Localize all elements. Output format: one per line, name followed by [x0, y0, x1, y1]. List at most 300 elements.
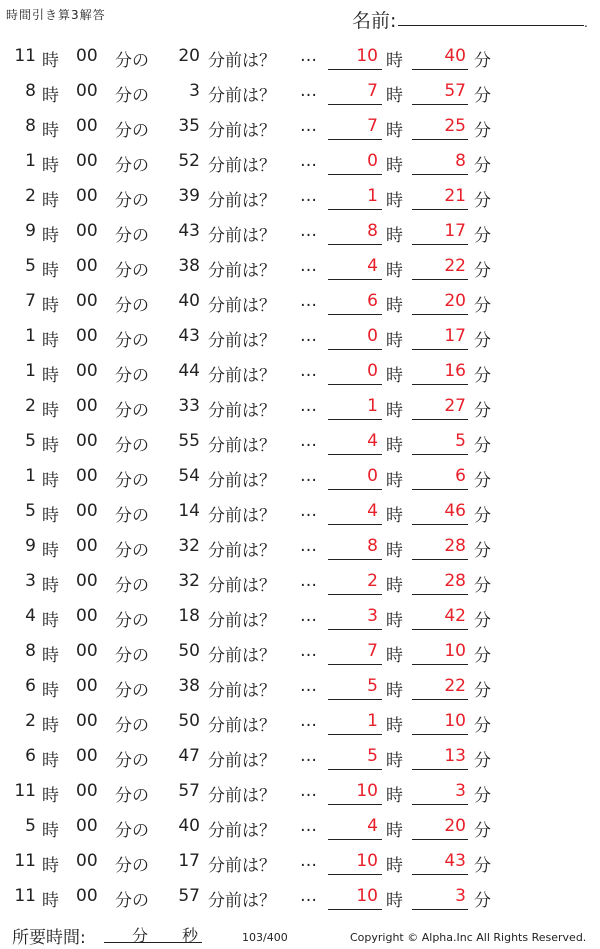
- start-minute: 00: [76, 361, 98, 381]
- answer-hour: 10: [356, 781, 378, 801]
- minute-of-label: 分の: [115, 226, 149, 246]
- start-minute: 00: [76, 536, 98, 556]
- answer-minute-unit-label: 分: [474, 891, 491, 911]
- answer-hour-unit-label: 時: [386, 436, 403, 456]
- answer-minute: 10: [444, 641, 466, 661]
- minutes-before-label: 分前は？: [208, 576, 276, 596]
- answer-minute: 3: [455, 886, 466, 906]
- minutes-before-label: 分前は？: [208, 51, 276, 71]
- answer-minute-line: [412, 69, 468, 70]
- answer-minute-unit-label: 分: [474, 226, 491, 246]
- answer-minute-unit-label: 分: [474, 156, 491, 176]
- answer-minute-unit-label: 分: [474, 331, 491, 351]
- minus-minutes: 44: [178, 361, 200, 381]
- start-minute: 00: [76, 816, 98, 836]
- answer-hour-line: [328, 874, 382, 875]
- hour-unit-label: 時: [42, 156, 59, 176]
- problem-row: [0, 738, 600, 773]
- hour-unit-label: 時: [42, 261, 59, 281]
- answer-hour: 5: [367, 746, 378, 766]
- answer-hour-unit-label: 時: [386, 856, 403, 876]
- minutes-before-label: 分前は？: [208, 121, 276, 141]
- answer-minute-line: [412, 419, 468, 420]
- minute-of-label: 分の: [115, 331, 149, 351]
- answer-minute-unit-label: 分: [474, 261, 491, 281]
- answer-minute-line: [412, 279, 468, 280]
- answer-minute-line: [412, 244, 468, 245]
- answer-hour-line: [328, 489, 382, 490]
- minutes-before-label: 分前は？: [208, 226, 276, 246]
- answer-hour-line: [328, 174, 382, 175]
- minute-of-label: 分の: [115, 541, 149, 561]
- minutes-before-label: 分前は？: [208, 156, 276, 176]
- minute-of-label: 分の: [115, 646, 149, 666]
- answer-minute-line: [412, 349, 468, 350]
- hour-unit-label: 時: [42, 401, 59, 421]
- start-minute: 00: [76, 606, 98, 626]
- minute-of-label: 分の: [115, 471, 149, 491]
- minute-of-label: 分の: [115, 121, 149, 141]
- answer-hour-line: [328, 664, 382, 665]
- time-minutes-label: 分: [132, 926, 149, 945]
- answer-hour-line: [328, 524, 382, 525]
- answer-hour: 4: [367, 256, 378, 276]
- hour-unit-label: 時: [42, 576, 59, 596]
- answer-hour-unit-label: 時: [386, 261, 403, 281]
- start-minute: 00: [76, 116, 98, 136]
- minute-of-label: 分の: [115, 716, 149, 736]
- answer-minute: 40: [444, 46, 466, 66]
- minus-minutes: 17: [178, 851, 200, 871]
- answer-minute-unit-label: 分: [474, 716, 491, 736]
- answer-hour-line: [328, 594, 382, 595]
- problem-row: [0, 633, 600, 668]
- start-minute: 00: [76, 676, 98, 696]
- problem-row: [0, 108, 600, 143]
- minute-of-label: 分の: [115, 891, 149, 911]
- minutes-before-label: 分前は？: [208, 506, 276, 526]
- start-hour: 5: [25, 256, 36, 276]
- start-hour: 5: [25, 431, 36, 451]
- answer-minute-unit-label: 分: [474, 786, 491, 806]
- hour-unit-label: 時: [42, 121, 59, 141]
- minutes-before-label: 分前は？: [208, 821, 276, 841]
- ellipsis: …: [300, 256, 317, 276]
- minus-minutes: 40: [178, 291, 200, 311]
- answer-hour: 8: [367, 221, 378, 241]
- answer-minute-unit-label: 分: [474, 646, 491, 666]
- answer-hour: 4: [367, 501, 378, 521]
- hour-unit-label: 時: [42, 716, 59, 736]
- minus-minutes: 50: [178, 711, 200, 731]
- answer-minute: 6: [455, 466, 466, 486]
- start-minute: 00: [76, 396, 98, 416]
- start-hour: 11: [14, 851, 36, 871]
- ellipsis: …: [300, 431, 317, 451]
- start-hour: 7: [25, 291, 36, 311]
- start-minute: 00: [76, 151, 98, 171]
- hour-unit-label: 時: [42, 331, 59, 351]
- problem-row: [0, 423, 600, 458]
- start-minute: 00: [76, 431, 98, 451]
- hour-unit-label: 時: [42, 821, 59, 841]
- minute-of-label: 分の: [115, 156, 149, 176]
- minutes-before-label: 分前は？: [208, 681, 276, 701]
- minute-of-label: 分の: [115, 51, 149, 71]
- minus-minutes: 32: [178, 536, 200, 556]
- answer-hour-unit-label: 時: [386, 576, 403, 596]
- start-hour: 6: [25, 676, 36, 696]
- answer-hour-line: [328, 209, 382, 210]
- start-hour: 9: [25, 536, 36, 556]
- problem-row: [0, 598, 600, 633]
- minutes-before-label: 分前は？: [208, 401, 276, 421]
- start-minute: 00: [76, 501, 98, 521]
- answer-minute-unit-label: 分: [474, 366, 491, 386]
- answer-minute-line: [412, 384, 468, 385]
- answer-hour-line: [328, 279, 382, 280]
- answer-minute-line: [412, 734, 468, 735]
- answer-hour-unit-label: 時: [386, 646, 403, 666]
- answer-hour-unit-label: 時: [386, 51, 403, 71]
- answer-minute-unit-label: 分: [474, 86, 491, 106]
- answer-hour-line: [328, 69, 382, 70]
- start-minute: 00: [76, 781, 98, 801]
- ellipsis: …: [300, 711, 317, 731]
- problem-row: [0, 493, 600, 528]
- answer-hour-line: [328, 699, 382, 700]
- minus-minutes: 54: [178, 466, 200, 486]
- answer-minute-line: [412, 314, 468, 315]
- problem-row: [0, 248, 600, 283]
- answer-minute-line: [412, 594, 468, 595]
- start-hour: 1: [25, 326, 36, 346]
- start-hour: 9: [25, 221, 36, 241]
- start-minute: 00: [76, 326, 98, 346]
- problem-row: [0, 73, 600, 108]
- answer-minute-line: [412, 559, 468, 560]
- answer-hour-unit-label: 時: [386, 296, 403, 316]
- minus-minutes: 20: [178, 46, 200, 66]
- start-minute: 00: [76, 851, 98, 871]
- minute-of-label: 分の: [115, 436, 149, 456]
- ellipsis: …: [300, 746, 317, 766]
- answer-hour-line: [328, 104, 382, 105]
- answer-minute-line: [412, 664, 468, 665]
- answer-hour: 1: [367, 396, 378, 416]
- minus-minutes: 47: [178, 746, 200, 766]
- answer-minute: 28: [444, 571, 466, 591]
- time-seconds-label: 秒: [182, 926, 199, 945]
- answer-minute: 42: [444, 606, 466, 626]
- answer-minute-unit-label: 分: [474, 506, 491, 526]
- answer-minute-line: [412, 489, 468, 490]
- hour-unit-label: 時: [42, 681, 59, 701]
- ellipsis: …: [300, 536, 317, 556]
- answer-minute: 28: [444, 536, 466, 556]
- answer-hour-unit-label: 時: [386, 331, 403, 351]
- answer-minute-unit-label: 分: [474, 191, 491, 211]
- answer-minute-unit-label: 分: [474, 611, 491, 631]
- problem-row: [0, 283, 600, 318]
- answer-minute-unit-label: 分: [474, 471, 491, 491]
- hour-unit-label: 時: [42, 506, 59, 526]
- name-end-dot: .: [584, 16, 588, 30]
- start-minute: 00: [76, 291, 98, 311]
- answer-hour: 4: [367, 431, 378, 451]
- ellipsis: …: [300, 501, 317, 521]
- hour-unit-label: 時: [42, 856, 59, 876]
- ellipsis: …: [300, 886, 317, 906]
- problem-row: [0, 458, 600, 493]
- answer-hour-line: [328, 839, 382, 840]
- problem-row: [0, 528, 600, 563]
- ellipsis: …: [300, 781, 317, 801]
- answer-hour: 1: [367, 711, 378, 731]
- start-minute: 00: [76, 46, 98, 66]
- answer-minute: 20: [444, 291, 466, 311]
- minus-minutes: 32: [178, 571, 200, 591]
- answer-minute-unit-label: 分: [474, 51, 491, 71]
- minute-of-label: 分の: [115, 191, 149, 211]
- name-input-line: [398, 25, 584, 26]
- minus-minutes: 35: [178, 116, 200, 136]
- answer-minute-unit-label: 分: [474, 541, 491, 561]
- minutes-before-label: 分前は？: [208, 261, 276, 281]
- answer-minute-line: [412, 629, 468, 630]
- answer-minute: 25: [444, 116, 466, 136]
- answer-minute-line: [412, 699, 468, 700]
- ellipsis: …: [300, 326, 317, 346]
- minute-of-label: 分の: [115, 821, 149, 841]
- answer-hour-unit-label: 時: [386, 191, 403, 211]
- minus-minutes: 52: [178, 151, 200, 171]
- answer-hour-line: [328, 419, 382, 420]
- hour-unit-label: 時: [42, 646, 59, 666]
- answer-minute-unit-label: 分: [474, 576, 491, 596]
- answer-minute: 21: [444, 186, 466, 206]
- hour-unit-label: 時: [42, 891, 59, 911]
- minus-minutes: 57: [178, 886, 200, 906]
- minus-minutes: 43: [178, 326, 200, 346]
- minutes-before-label: 分前は？: [208, 331, 276, 351]
- answer-hour-unit-label: 時: [386, 86, 403, 106]
- minutes-before-label: 分前は？: [208, 191, 276, 211]
- answer-hour-unit-label: 時: [386, 751, 403, 771]
- ellipsis: …: [300, 291, 317, 311]
- start-hour: 4: [25, 606, 36, 626]
- ellipsis: …: [300, 151, 317, 171]
- answer-minute-unit-label: 分: [474, 121, 491, 141]
- hour-unit-label: 時: [42, 471, 59, 491]
- problem-row: [0, 38, 600, 73]
- answer-hour-line: [328, 734, 382, 735]
- answer-minute-unit-label: 分: [474, 821, 491, 841]
- answer-hour-unit-label: 時: [386, 541, 403, 561]
- answer-hour: 7: [367, 81, 378, 101]
- minute-of-label: 分の: [115, 856, 149, 876]
- hour-unit-label: 時: [42, 611, 59, 631]
- problem-row: [0, 808, 600, 843]
- hour-unit-label: 時: [42, 366, 59, 386]
- answer-hour-unit-label: 時: [386, 506, 403, 526]
- problem-list: [0, 38, 600, 913]
- answer-hour-unit-label: 時: [386, 681, 403, 701]
- start-minute: 00: [76, 571, 98, 591]
- answer-hour-line: [328, 384, 382, 385]
- start-hour: 1: [25, 466, 36, 486]
- start-hour: 8: [25, 641, 36, 661]
- ellipsis: …: [300, 46, 317, 66]
- answer-hour: 0: [367, 151, 378, 171]
- problem-row: [0, 318, 600, 353]
- answer-hour-line: [328, 139, 382, 140]
- answer-hour: 8: [367, 536, 378, 556]
- answer-hour-unit-label: 時: [386, 821, 403, 841]
- problem-row: [0, 213, 600, 248]
- hour-unit-label: 時: [42, 191, 59, 211]
- name-label: 名前:: [352, 10, 397, 32]
- minus-minutes: 57: [178, 781, 200, 801]
- start-minute: 00: [76, 256, 98, 276]
- answer-minute-line: [412, 839, 468, 840]
- ellipsis: …: [300, 816, 317, 836]
- answer-hour-line: [328, 909, 382, 910]
- answer-hour-line: [328, 314, 382, 315]
- answer-hour-unit-label: 時: [386, 716, 403, 736]
- minus-minutes: 40: [178, 816, 200, 836]
- minutes-before-label: 分前は？: [208, 366, 276, 386]
- answer-minute-unit-label: 分: [474, 296, 491, 316]
- hour-unit-label: 時: [42, 541, 59, 561]
- answer-hour: 10: [356, 851, 378, 871]
- answer-minute-unit-label: 分: [474, 436, 491, 456]
- minutes-before-label: 分前は？: [208, 891, 276, 911]
- start-minute: 00: [76, 886, 98, 906]
- answer-hour: 5: [367, 676, 378, 696]
- hour-unit-label: 時: [42, 86, 59, 106]
- ellipsis: …: [300, 851, 317, 871]
- start-minute: 00: [76, 81, 98, 101]
- answer-hour-line: [328, 629, 382, 630]
- time-required-label: 所要時間:: [12, 928, 86, 948]
- answer-hour: 7: [367, 641, 378, 661]
- ellipsis: …: [300, 221, 317, 241]
- start-hour: 6: [25, 746, 36, 766]
- start-minute: 00: [76, 221, 98, 241]
- answer-minute: 17: [444, 221, 466, 241]
- answer-hour-line: [328, 804, 382, 805]
- answer-minute-unit-label: 分: [474, 856, 491, 876]
- start-minute: 00: [76, 711, 98, 731]
- answer-hour: 0: [367, 361, 378, 381]
- minute-of-label: 分の: [115, 576, 149, 596]
- minutes-before-label: 分前は？: [208, 541, 276, 561]
- answer-hour: 10: [356, 46, 378, 66]
- answer-minute-line: [412, 139, 468, 140]
- answer-hour-unit-label: 時: [386, 226, 403, 246]
- answer-hour: 3: [367, 606, 378, 626]
- start-hour: 2: [25, 186, 36, 206]
- minus-minutes: 55: [178, 431, 200, 451]
- start-hour: 1: [25, 361, 36, 381]
- start-hour: 3: [25, 571, 36, 591]
- answer-hour-unit-label: 時: [386, 471, 403, 491]
- start-hour: 2: [25, 711, 36, 731]
- answer-minute: 46: [444, 501, 466, 521]
- minute-of-label: 分の: [115, 786, 149, 806]
- answer-hour: 0: [367, 326, 378, 346]
- answer-hour-unit-label: 時: [386, 156, 403, 176]
- answer-minute-unit-label: 分: [474, 401, 491, 421]
- start-hour: 11: [14, 46, 36, 66]
- hour-unit-label: 時: [42, 296, 59, 316]
- minus-minutes: 14: [178, 501, 200, 521]
- answer-hour-unit-label: 時: [386, 121, 403, 141]
- minutes-before-label: 分前は？: [208, 471, 276, 491]
- minutes-before-label: 分前は？: [208, 646, 276, 666]
- answer-minute-line: [412, 909, 468, 910]
- answer-minute: 57: [444, 81, 466, 101]
- start-hour: 8: [25, 81, 36, 101]
- ellipsis: …: [300, 466, 317, 486]
- start-hour: 5: [25, 816, 36, 836]
- answer-hour: 4: [367, 816, 378, 836]
- minutes-before-label: 分前は？: [208, 86, 276, 106]
- answer-minute: 43: [444, 851, 466, 871]
- worksheet-title: 時間引き算3解答: [6, 8, 106, 22]
- minute-of-label: 分の: [115, 401, 149, 421]
- answer-hour-line: [328, 244, 382, 245]
- answer-minute-line: [412, 454, 468, 455]
- minutes-before-label: 分前は？: [208, 611, 276, 631]
- copyright-text: Copyright © Alpha.Inc All Rights Reserved.: [350, 931, 587, 944]
- minutes-before-label: 分前は？: [208, 751, 276, 771]
- answer-hour-line: [328, 454, 382, 455]
- answer-minute: 20: [444, 816, 466, 836]
- answer-hour-unit-label: 時: [386, 366, 403, 386]
- answer-minute: 16: [444, 361, 466, 381]
- answer-minute: 5: [455, 431, 466, 451]
- problem-row: [0, 773, 600, 808]
- minutes-before-label: 分前は？: [208, 716, 276, 736]
- answer-minute: 8: [455, 151, 466, 171]
- answer-minute: 22: [444, 676, 466, 696]
- answer-minute-line: [412, 104, 468, 105]
- hour-unit-label: 時: [42, 436, 59, 456]
- answer-hour-unit-label: 時: [386, 401, 403, 421]
- answer-minute-unit-label: 分: [474, 681, 491, 701]
- answer-minute-line: [412, 209, 468, 210]
- minus-minutes: 39: [178, 186, 200, 206]
- ellipsis: …: [300, 396, 317, 416]
- answer-minute: 10: [444, 711, 466, 731]
- answer-minute: 22: [444, 256, 466, 276]
- answer-minute-line: [412, 524, 468, 525]
- hour-unit-label: 時: [42, 786, 59, 806]
- problem-row: [0, 178, 600, 213]
- problem-row: [0, 353, 600, 388]
- minus-minutes: 33: [178, 396, 200, 416]
- ellipsis: …: [300, 116, 317, 136]
- answer-hour-unit-label: 時: [386, 891, 403, 911]
- minutes-before-label: 分前は？: [208, 786, 276, 806]
- ellipsis: …: [300, 361, 317, 381]
- page-number: 103/400: [242, 931, 288, 944]
- answer-hour: 1: [367, 186, 378, 206]
- answer-hour-unit-label: 時: [386, 786, 403, 806]
- minute-of-label: 分の: [115, 86, 149, 106]
